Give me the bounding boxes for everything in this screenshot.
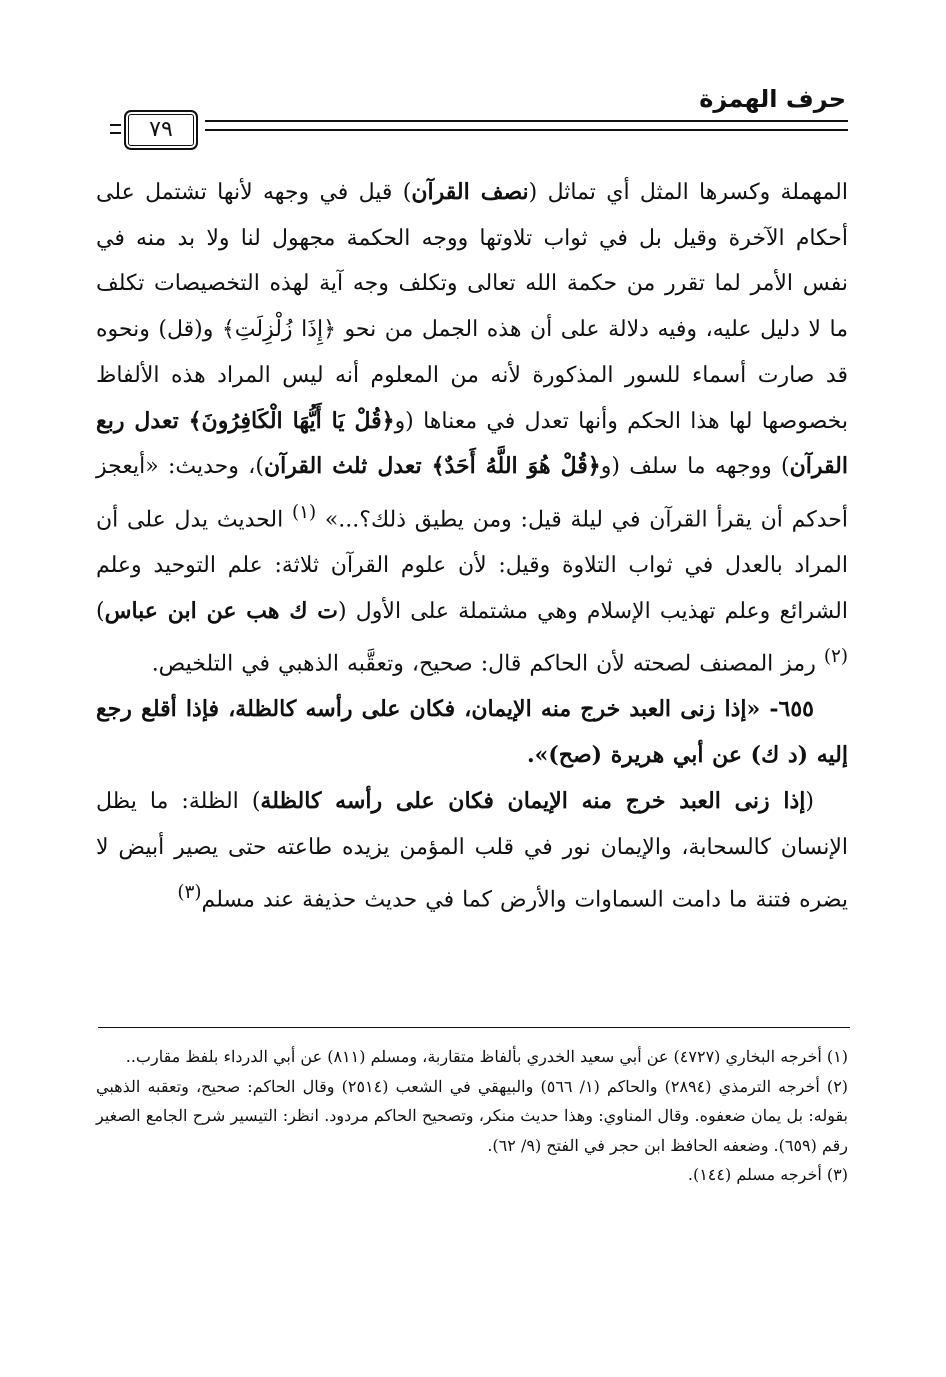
- footnote-3: (٣) أخرجه مسلم (١٤٤).: [687, 1165, 848, 1184]
- quoted-phrase: ﴿قُلْ هُوَ اللَّهُ أَحَدٌ﴾ تعدل ثلث القرآن: [263, 453, 601, 480]
- text-run: المهملة وكسرها المثل أي تماثل (: [528, 180, 848, 205]
- footnote-marker: (١): [291, 501, 317, 523]
- main-text: [96, 170, 848, 923]
- text-run: الحديث يدل على أن المراد بالعدل في ثواب التلاوة وقيل: لأن علوم القرآن ثلاثة: علم التوحيد وعلم الشرائع وعلم تهذيب الإسلام وهي مشتملة على الأول (: [96, 507, 849, 624]
- text-run: ) الظلة: ما يظل الإنسان كالسحابة، والإيمان نور في قلب المؤمن يزيده طاعته حتى يصير أبيض لا يضره فتنة ما دامت السماوات والأرض كما في حديث حذيفة عند مسلم: [96, 788, 848, 913]
- footnote-1: (١) أخرجه البخاري (٤٧٢٧) عن أبي سعيد الخدري بألفاظ متقاربة، ومسلم (٨١١) عن أبي الدرداء بلفظ مقارب..: [125, 1047, 848, 1066]
- text-run: (: [805, 788, 814, 814]
- running-title: حرف الهمزة: [699, 85, 846, 113]
- text-run: ) ووجهه ما سلف (و: [600, 454, 790, 480]
- commentary-paragraph: [96, 779, 848, 923]
- hadith-entry: [96, 687, 848, 778]
- hadith-number: ٦٥٥- «: [746, 696, 814, 723]
- quoted-phrase: نصف القرآن: [411, 179, 529, 205]
- footnotes: [96, 1042, 848, 1190]
- text-run: )، وحديث: «أيعجز أحدكم أن يقرأ القرآن في ليلة قيل: ومن يطيق ذلك؟...»: [96, 454, 848, 533]
- text-run: ): [96, 598, 105, 624]
- page-number: ٧٩: [124, 110, 198, 150]
- footnote-2: (٢) أخرجه الترمذي (٢٨٩٤) والحاكم (١/ ٥٦٦) والبيهقي في الشعب (٢٥١٤) وقال الحاكم: صحيح، وتعقبه الذهبي بقوله: بل يمان ضعفوه. وقال المناوي: وهذا حديث منكر، وتصحيح الحاكم مردود. انظر: التيسير شرح الجامع الصغير رقم (٦٥٩). وضعفه الحافظ ابن حجر في الفتح (٩/ ٦٢).: [96, 1076, 849, 1155]
- hadith-text: إذا زنى العبد خرج منه الإيمان، فكان على رأسه كالظلة، فإذا أقلع رجع إليه: [96, 696, 848, 769]
- footnote-marker: (٣): [177, 882, 202, 904]
- source-code: ت ك هب عن ابن عباس: [104, 597, 339, 624]
- commentary-paragraph: [96, 170, 848, 687]
- text-run: ) قيل في وجهه لأنها تشتمل على أحكام الآخرة وقيل بل في ثواب تلاوتها ووجه الحكمة مجهول لنا ولا بد منه في نفس الأمر لما تقرر من حكمة الله تعالى وتكلف وجه آية لهذه التخصيصات تكلف ما لا دليل عليه، وفيه دلالة على أن هذه الجمل من نحو ﴿إِذَا زُلْزِلَتِ﴾ و(قل) ونحوه قد صارت أسماء للسور المذكورة لأنه من المعلوم أنه ليس المراد هذه الألفاظ بخصوصها لها هذا الحكم وأنها تعدل في معناها (و: [96, 180, 849, 434]
- text-run: رمز المصنف لصحته لأن الحاكم قال: صحيح، وتعقَّبه الذهبي في التلخيص.: [151, 651, 824, 677]
- quoted-phrase: ﴿قُلْ يَا أَيُّهَا الْكَافِرُونَ﴾ تعدل ربع القرآن: [96, 407, 848, 480]
- footnote-marker: (٢): [823, 646, 848, 668]
- quoted-phrase: إذا زنى العبد خرج منه الإيمان فكان على رأسه كالظلة: [260, 787, 806, 814]
- hadith-source: (د ك) عن أبي هريرة (صح)».: [526, 742, 817, 769]
- header-rule-end-mark: [110, 124, 121, 134]
- footnote-separator: [98, 1027, 850, 1028]
- header-double-rule: [205, 120, 848, 131]
